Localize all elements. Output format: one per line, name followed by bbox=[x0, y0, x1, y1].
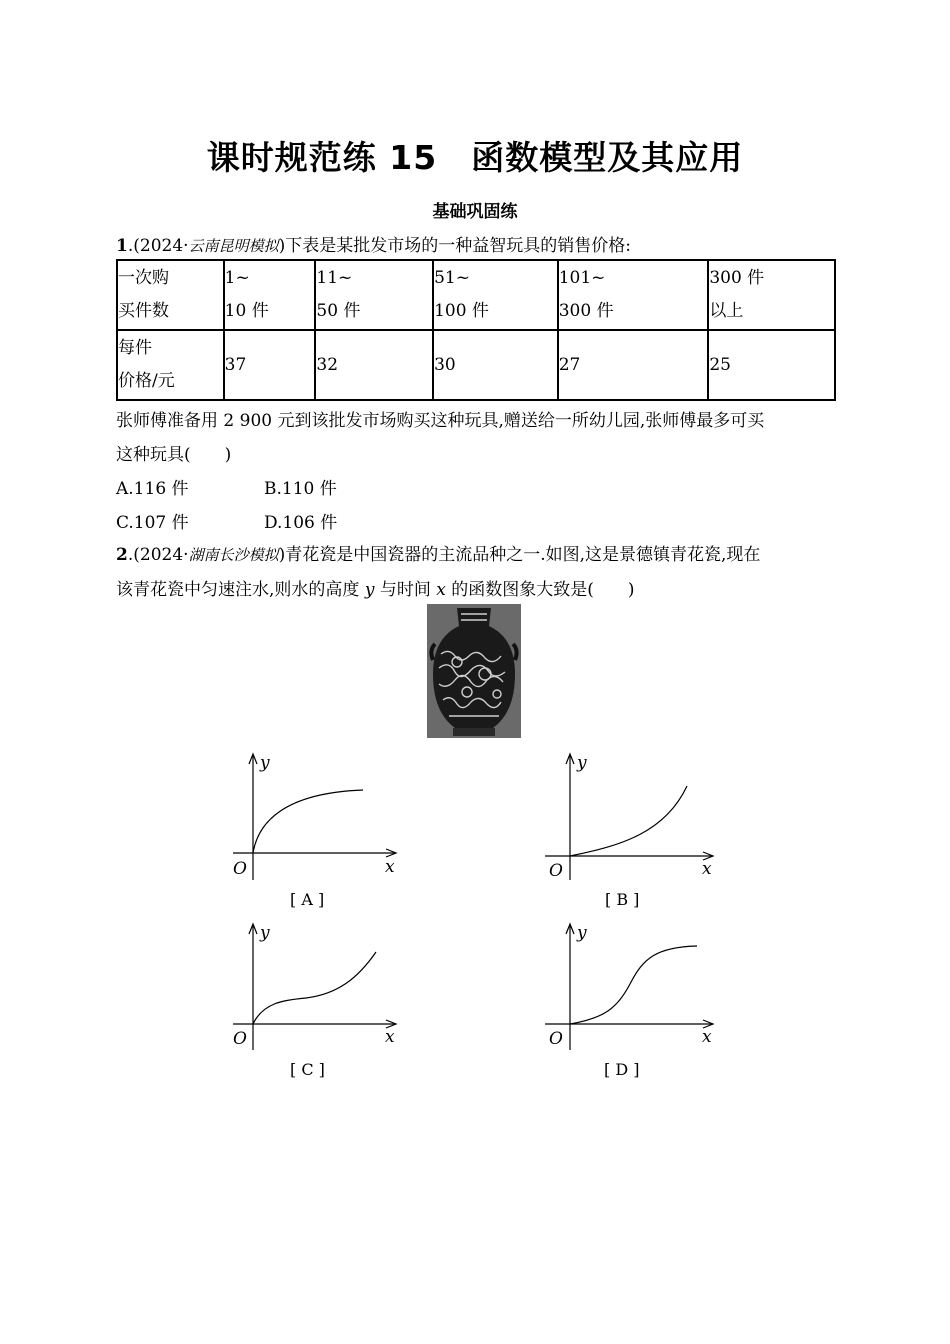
question-text: )青花瓷是中国瓷器的主流品种之一.如图,这是景德镇青花瓷,现在 bbox=[278, 545, 761, 565]
question-year: .(2024· bbox=[127, 236, 189, 256]
question-number: 1 bbox=[116, 236, 128, 256]
graph-a-label: [ A ] bbox=[290, 890, 325, 909]
question-text-line: 该青花瓷中匀速注水,则水的高度 y 与时间 x 的函数图象大致是( ) bbox=[116, 580, 635, 600]
table-cell: 51~ 100 件 bbox=[433, 260, 558, 330]
option-a[interactable]: A.116 件 bbox=[116, 479, 189, 499]
table-row bbox=[117, 330, 835, 400]
origin-label: O bbox=[233, 1029, 247, 1049]
origin-label: O bbox=[549, 861, 563, 881]
question-number: 2 bbox=[116, 545, 128, 565]
question-2-stem bbox=[116, 540, 760, 565]
graph-c-label: [ C ] bbox=[290, 1060, 325, 1079]
option-b[interactable]: B.110 件 bbox=[264, 479, 337, 499]
option-d[interactable]: D.106 件 bbox=[264, 513, 338, 533]
x-axis-label: x bbox=[702, 859, 712, 879]
graph-d-label: [ D ] bbox=[604, 1060, 640, 1079]
table-cell: 101~ 300 件 bbox=[558, 260, 709, 330]
section-heading: 基础巩固练 bbox=[432, 202, 518, 222]
question-text: )下表是某批发市场的一种益智玩具的销售价格: bbox=[278, 236, 631, 256]
table-cell: 25 bbox=[708, 330, 835, 400]
table-cell: 37 bbox=[224, 330, 316, 400]
graph-b bbox=[545, 748, 725, 888]
graph-c bbox=[228, 918, 408, 1058]
graph-b-label: [ B ] bbox=[605, 890, 640, 909]
table-cell: 1~ 10 件 bbox=[224, 260, 316, 330]
table-header-cell: 每件 价格/元 bbox=[117, 330, 224, 400]
graph-a bbox=[228, 748, 408, 888]
table-cell: 11~ 50 件 bbox=[315, 260, 433, 330]
origin-label: O bbox=[549, 1029, 563, 1049]
question-text-line: 张师傅准备用 2 900 元到该批发市场购买这种玩具,赠送给一所幼儿园,张师傅最多可买 bbox=[116, 411, 765, 431]
x-axis-label: x bbox=[385, 857, 395, 877]
question-source: 湖南长沙模拟 bbox=[188, 546, 279, 564]
x-axis-label: x bbox=[385, 1027, 395, 1047]
price-table bbox=[116, 259, 836, 401]
question-1-stem bbox=[116, 231, 631, 256]
table-header-cell: 一次购 买件数 bbox=[117, 260, 224, 330]
y-axis-label: y bbox=[577, 753, 587, 773]
question-source: 云南昆明模拟 bbox=[188, 237, 279, 255]
blue-white-porcelain-vase-image bbox=[427, 604, 521, 738]
table-cell: 300 件 以上 bbox=[708, 260, 835, 330]
table-cell: 27 bbox=[558, 330, 709, 400]
question-text-line: 这种玩具( ) bbox=[116, 445, 232, 465]
x-axis-label: x bbox=[702, 1027, 712, 1047]
origin-label: O bbox=[233, 859, 247, 879]
table-row bbox=[117, 260, 835, 330]
table-cell: 30 bbox=[433, 330, 558, 400]
graph-d bbox=[545, 918, 725, 1058]
question-year: .(2024· bbox=[127, 545, 189, 565]
y-axis-label: y bbox=[260, 753, 270, 773]
page-title: 课时规范练 15 函数模型及其应用 bbox=[206, 138, 744, 177]
y-axis-label: y bbox=[260, 923, 270, 943]
option-c[interactable]: C.107 件 bbox=[116, 513, 189, 533]
y-axis-label: y bbox=[577, 923, 587, 943]
table-cell: 32 bbox=[315, 330, 433, 400]
